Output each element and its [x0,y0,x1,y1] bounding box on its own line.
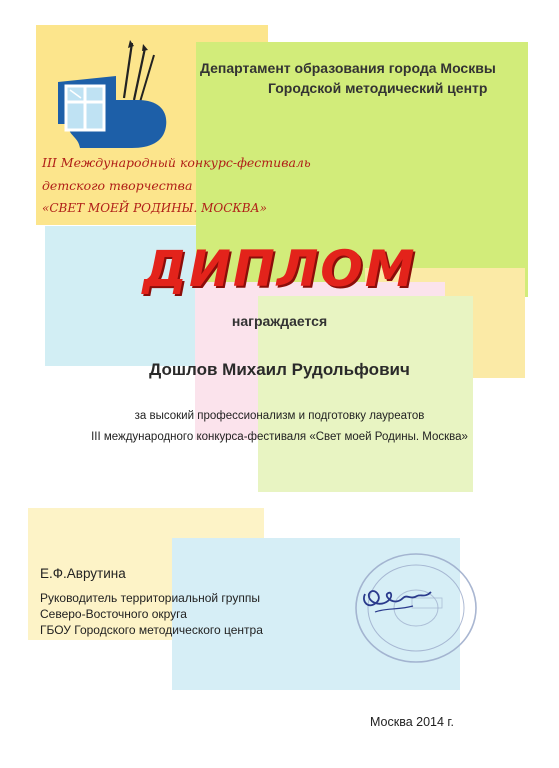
award-reason-line-1: за высокий профессионализм и подготовку лауреатов [134,410,425,422]
contest-line-1: III Международный конкурс-фестиваль [42,155,311,170]
contest-line-2: детского творчества [42,178,193,193]
awarded-label: награждается [231,313,328,329]
signatory-position-line-1: Руководитель территориальной группы [40,591,260,605]
award-reason-line-2: III международного конкурса-фестиваля «Свет моей Родины. Москва» [91,431,468,443]
place-and-date: Москва 2014 г. [370,715,454,729]
organization-line-2: Городской методический центр [268,80,488,96]
logo-icon [50,40,172,152]
signatory-position-line-3: ГБОУ Городского методического центра [40,623,263,637]
signatory-name: Е.Ф.Аврутина [40,566,126,581]
signature-icon [355,572,435,620]
signatory-position-line-2: Северо-Восточного округа [40,607,187,621]
contest-line-3: «СВЕТ МОЕЙ РОДИНЫ. МОСКВА» [42,201,267,215]
recipient-name: Дошлов Михаил Рудольфович [149,360,410,379]
diploma-title: ДИПЛОМ [142,240,417,298]
organization-line-1: Департамент образования города Москвы [200,60,496,76]
